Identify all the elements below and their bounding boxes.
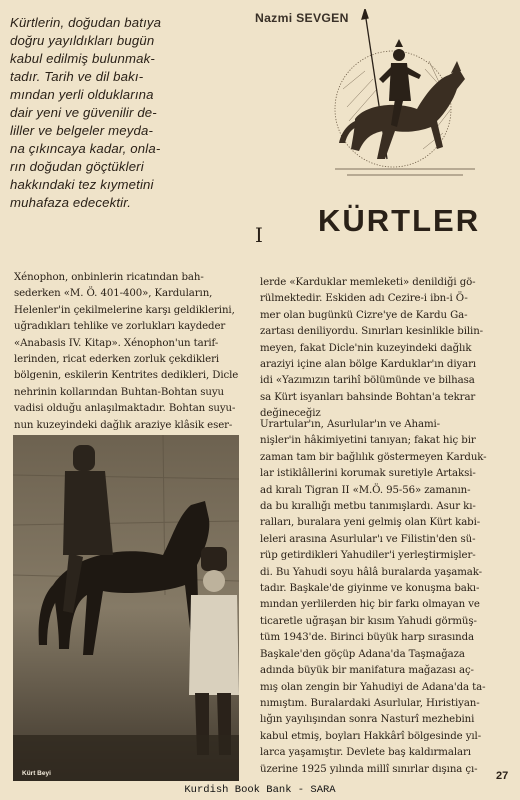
text-line: rın doğudan göçtükleri [10, 159, 144, 174]
text-line: bölgenin, eskilerin Kentrites dedikleri, Dicle [14, 370, 239, 382]
text-line: mış olan zengin bir Yahudiyi de Adana'da ta- [260, 681, 486, 693]
text-line: zartası deniliyordu. Sınırları kesinlikle bilin- [260, 326, 483, 338]
text-line: sa Kürt isyanları bahsinde Bohtan'a tekrar [260, 391, 476, 403]
text-line: na çıkıncaya kadar, onla- [10, 141, 161, 156]
text-line: sederken «M. Ö. 401-400», Karduların, [14, 288, 213, 300]
text-line: ticaretle uğraşan bir kısım Yahudi görmüş- [260, 615, 477, 627]
text-line: zaman tam bir bağlılık göstermeyen Karduk- [260, 451, 487, 463]
text-line: ad kıralı Tigran II «M.Ö. 95-56» zamanın- [260, 484, 471, 496]
text-line: mından yerlilerden hiç bir farkı olmayan ve [260, 599, 480, 611]
intro-paragraph [10, 14, 196, 212]
text-line: Başkale'den göçüp Adana'da Taşmağaza [260, 648, 465, 660]
text-line: uğradıkları tehlike ve zorlukları kaydeder [14, 321, 226, 333]
text-line: mer olan bugünkü Cizre'ye de Kardu Ga- [260, 309, 468, 321]
text-line: da bu kırallığı metbu tanımışlardı. Asur kı- [260, 501, 476, 513]
text-line: tüm 1943'de. Birinci büyük harp sırasında [260, 632, 474, 644]
kurdish-bey-photo [13, 435, 239, 781]
text-line: kabul etmiş, boyları Hakkârî bölgesinde yıl- [260, 730, 482, 742]
text-line: meyen, fakat Dicle'nin kuzeyindeki dağlık [260, 342, 472, 354]
text-line: rüp getirdikleri Yahudiler'i yerleştirmişler- [260, 550, 476, 562]
text-line: hakkındaki tez kıymetini [10, 177, 154, 192]
ground-icon [335, 169, 475, 175]
text-line: mından yerli olduklarına [10, 87, 154, 102]
photo-caption: Kürt Beyi [22, 770, 51, 777]
text-line: idi «Yazımızın tarihî bölümünde ve bilhasa [260, 375, 475, 387]
right-column-text-bottom [260, 417, 510, 778]
page-number: 27 [496, 770, 509, 782]
text-line: rülmektedir. Eskiden adı Cezire-i ibn-i Ö- [260, 293, 468, 305]
horseman-illustration [325, 9, 485, 199]
text-line: di. Bu Yahudi soyu hâlâ buralarda yaşamak- [260, 566, 482, 578]
text-line: Kürtlerin, doğudan batıya [10, 15, 162, 30]
text-line: tadır. Başkale'de giyinme ve konuşma bakı- [260, 583, 480, 595]
footer-watermark: Kurdish Book Bank - SARA [184, 784, 336, 796]
text-line: muhafaza edecektir. [10, 195, 132, 210]
text-line: araziyi içine alan bölge Karduklar'ın diyarı [260, 359, 477, 371]
left-column-text [14, 270, 246, 434]
text-line: vadisi olduğu anlaşılmaktadır. Bohtan suyu- [14, 403, 236, 415]
text-line: Urartular'ın, Asurlular'ın ve Ahami- [260, 419, 441, 430]
text-line: larca yaşamıştır. Devlete baş kaldırmaları [260, 747, 471, 759]
text-line: adında büyük bir manifatura mağazası aç- [260, 665, 474, 677]
text-line: lığın yayılışından sonra Nasturî mezhebini [260, 714, 475, 726]
text-line: lerinden, ricat ederken zorluk çekdikleri [14, 354, 220, 366]
text-line: lar istiklâllerini korumak suretiyle Artaksi- [260, 468, 476, 480]
section-number: I [255, 223, 263, 247]
text-line: değineceğiz [260, 408, 321, 420]
text-line: üzerine 1925 yılında millî sınırlar dışına çı- [260, 763, 478, 775]
text-line: lerde «Karduklar memleketi» denildiği gö- [260, 277, 476, 288]
text-line: nun kuzeyindeki dağlık araziye klâsik eser- [14, 419, 233, 431]
text-line: Helenler'in çekilmelerine karşı geldiklerini, [14, 304, 235, 316]
text-line: nımıştım. Buralardaki Asurlular, Hıristiyan- [260, 697, 480, 709]
text-line: «Anabasis IV. Kitap». Xénophon'un tarif- [14, 337, 219, 349]
text-line: leleri arasına Asurlular'ı ve Filistin'den sü- [260, 533, 476, 545]
text-line: tadır. Tarih ve dil bakı- [10, 69, 144, 84]
text-line: nehrinin kollarından Buhtan-Bohtan suyu [14, 386, 225, 398]
text-line: Xénophon, onbinlerin ricatından bah- [14, 272, 204, 283]
text-line: liller ve belgeler meyda- [10, 123, 154, 138]
text-line: nişler'in hâkimiyetini tanıyan; fakat hiç bir [260, 435, 476, 447]
text-line: dair yeni ve güvenilir de- [10, 105, 157, 120]
article-title: KÜRTLER [318, 203, 481, 238]
text-line: ralları, buralara yeni gelmiş olan Kürt kabi- [260, 517, 481, 529]
right-column-text-top [260, 275, 510, 423]
text-line: kabul edilmiş bulunmak- [10, 51, 155, 66]
text-line: doğru yayıldıkları bugün [10, 33, 155, 48]
author-name: Nazmi SEVGEN [255, 11, 349, 25]
